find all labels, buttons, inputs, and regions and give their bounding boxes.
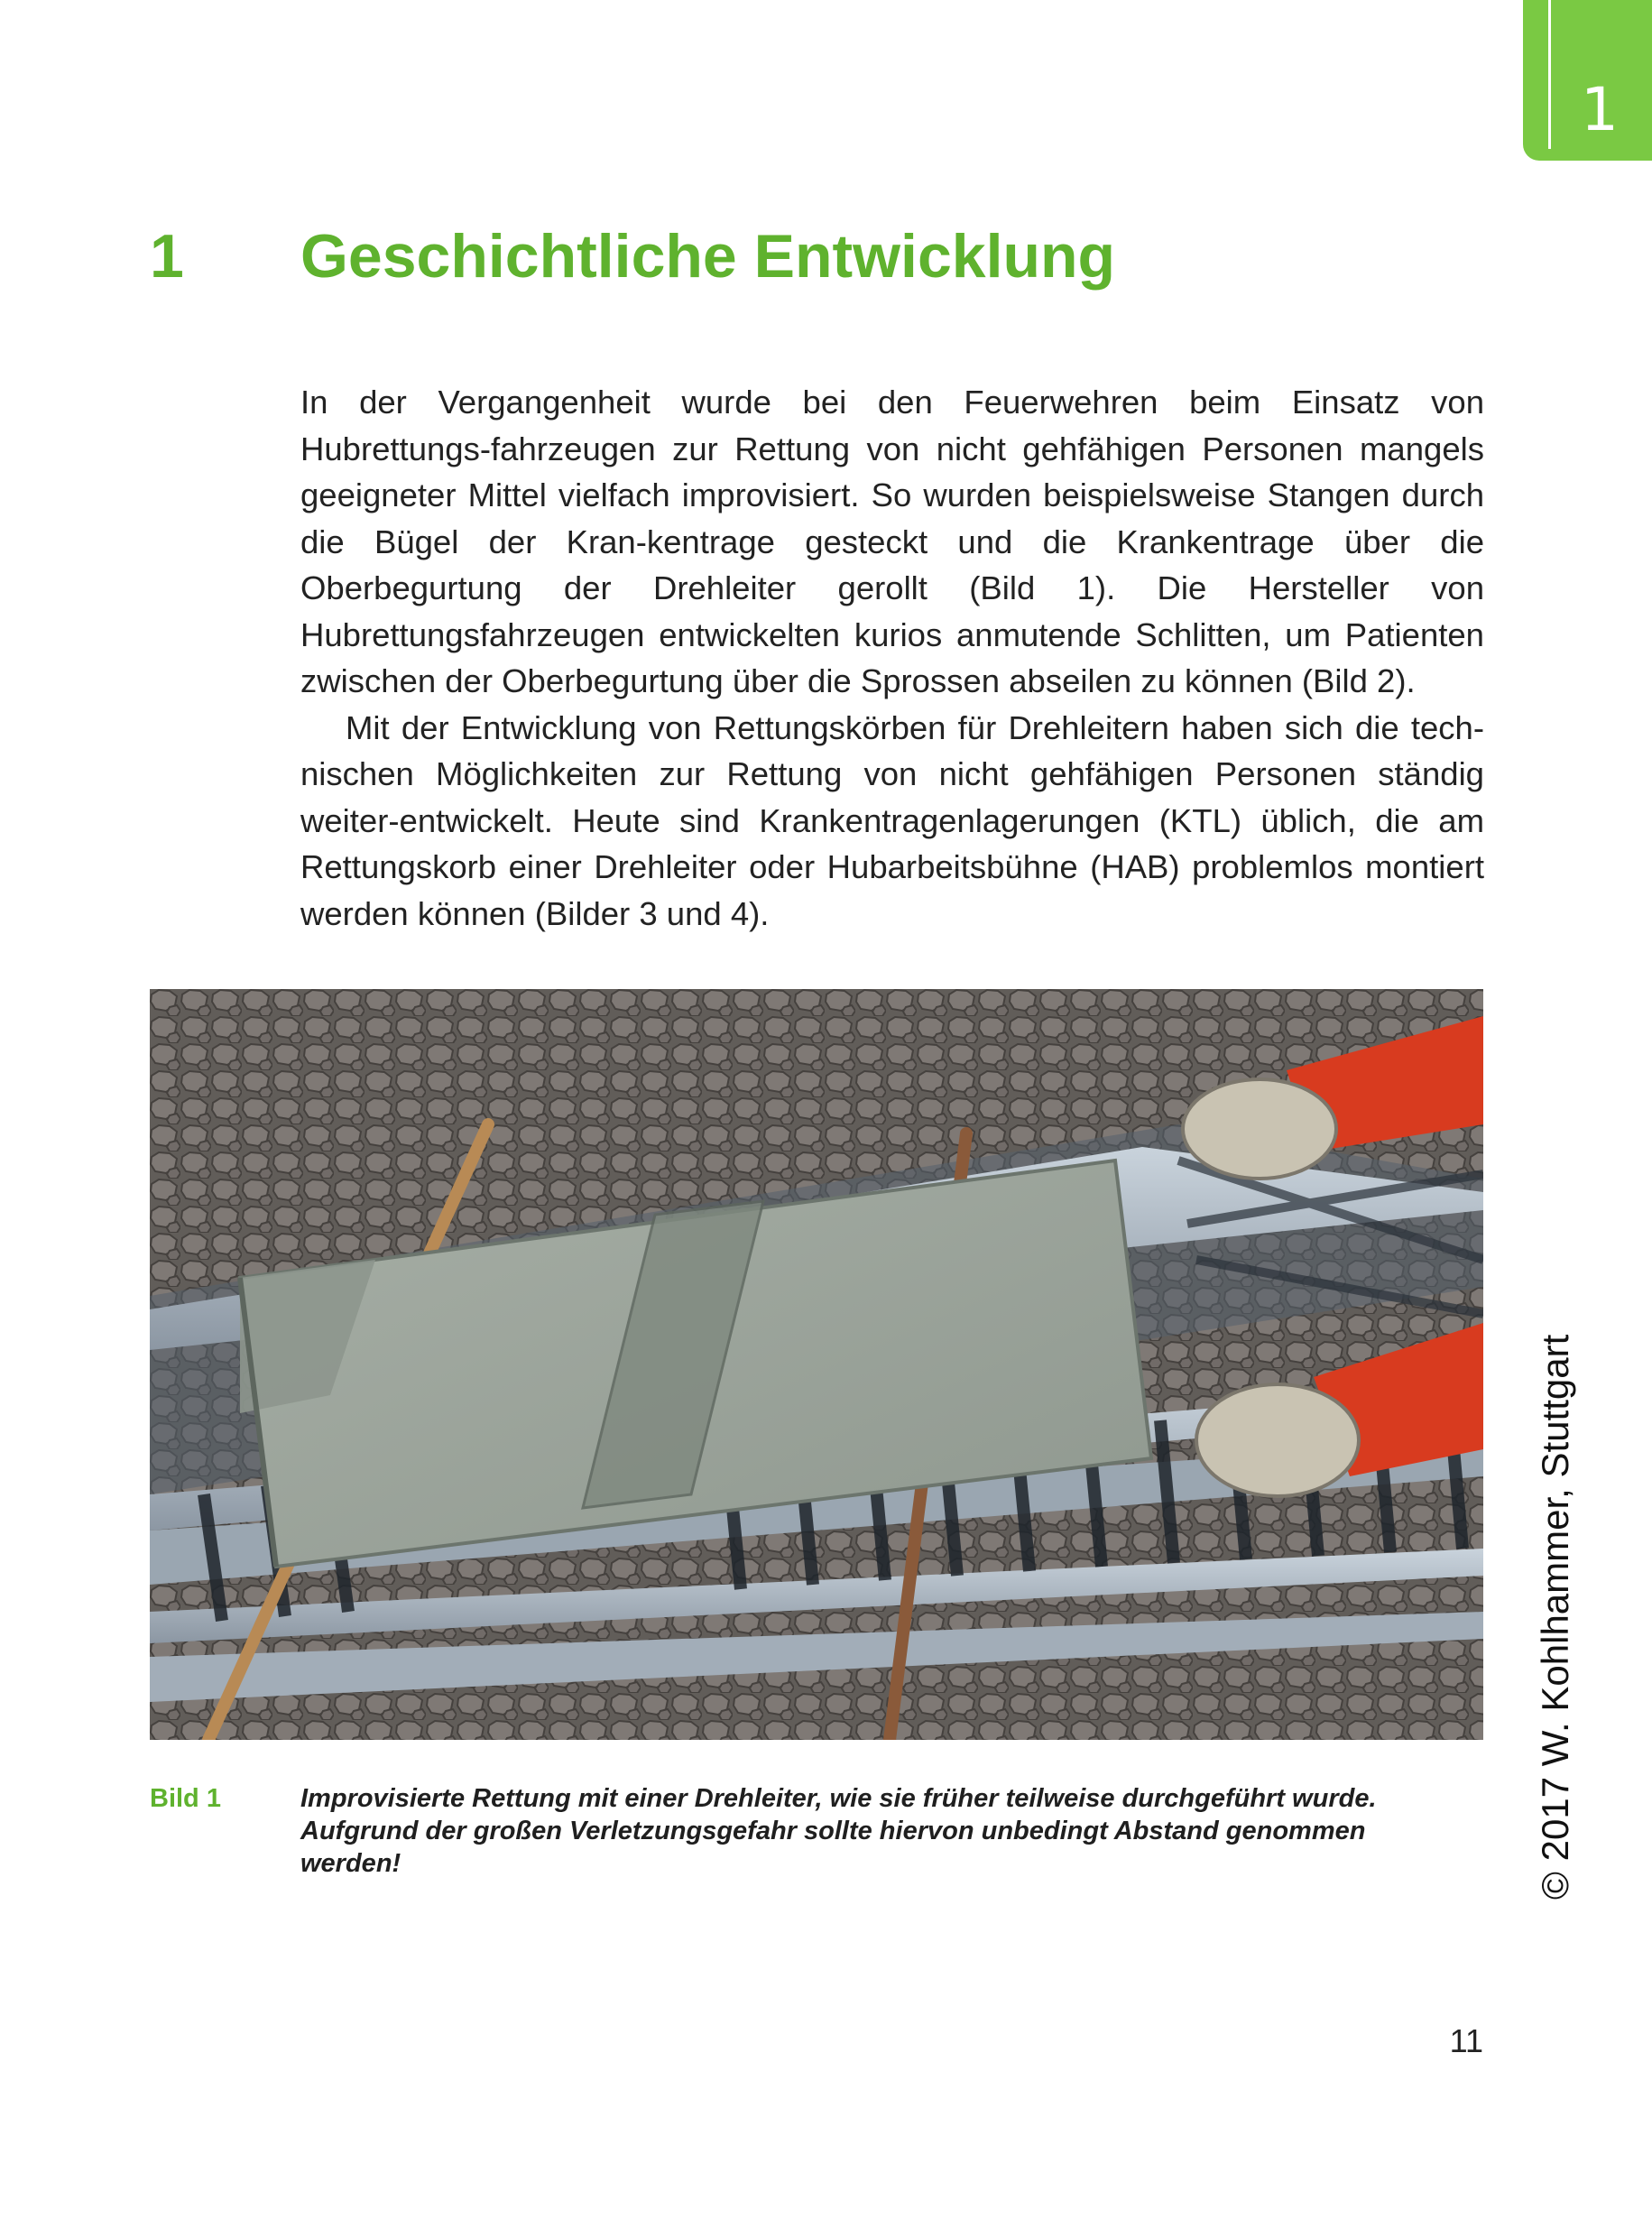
paragraph-2: Mit der Entwicklung von Rettungskörben für Drehleitern haben sich die tech-nischen Möglichkeiten zur Rettung von nicht gehfähigen Personen ständig weiter-entwickelt. Heute sind Krankentragenlagerungen (KTL) üblich, die am Rettungskorb einer Drehleiter oder Hubarbeitsbühne (HAB) problemlos montiert werden können (Bilder 3 und 4). xyxy=(300,708,1484,932)
ladder-rescue-photo xyxy=(150,989,1483,1740)
copyright-notice: © 2017 W. Kohlhammer, Stuttgart xyxy=(1534,1334,1576,1900)
figure-photo xyxy=(150,989,1483,1740)
chapter-number: 1 xyxy=(150,222,184,291)
page-number: 11 xyxy=(1449,2022,1483,2059)
chapter-tab-number: 1 xyxy=(1581,75,1619,144)
chapter-tab-divider xyxy=(1548,0,1551,149)
figure-caption: Improvisierte Rettung mit einer Drehleiter, wie sie früher teilweise durchgeführt wurde. Aufgrund der großen Verletzungsgefahr sollte hiervon unbedingt Abstand genommen werden! xyxy=(300,1784,1377,1878)
body-text xyxy=(300,379,1484,937)
chapter-heading xyxy=(0,220,1652,301)
chapter-tab xyxy=(1523,0,1652,161)
chapter-title: Geschichtliche Entwicklung xyxy=(300,222,1116,291)
paragraph-1: In der Vergangenheit wurde bei den Feuerwehren beim Einsatz von Hubrettungs-fahrzeugen zur Rettung von nicht gehfähigen Personen mangels geeigneter Mittel vielfach improvisiert. So wurden beispielsweise Stangen durch die Bügel der Kran-kentrage gesteckt und die Krankentrage über die Oberbegurtung der Drehleiter gerollt (Bild 1). Die Hersteller von Hubrettungsfahrzeugen entwickelten kurios anmutende Schlitten, um Patienten zwischen der Oberbegurtung über die Sprossen abseilen zu können (Bild 2). xyxy=(300,384,1484,699)
figure-label: Bild 1 xyxy=(150,1784,221,1813)
